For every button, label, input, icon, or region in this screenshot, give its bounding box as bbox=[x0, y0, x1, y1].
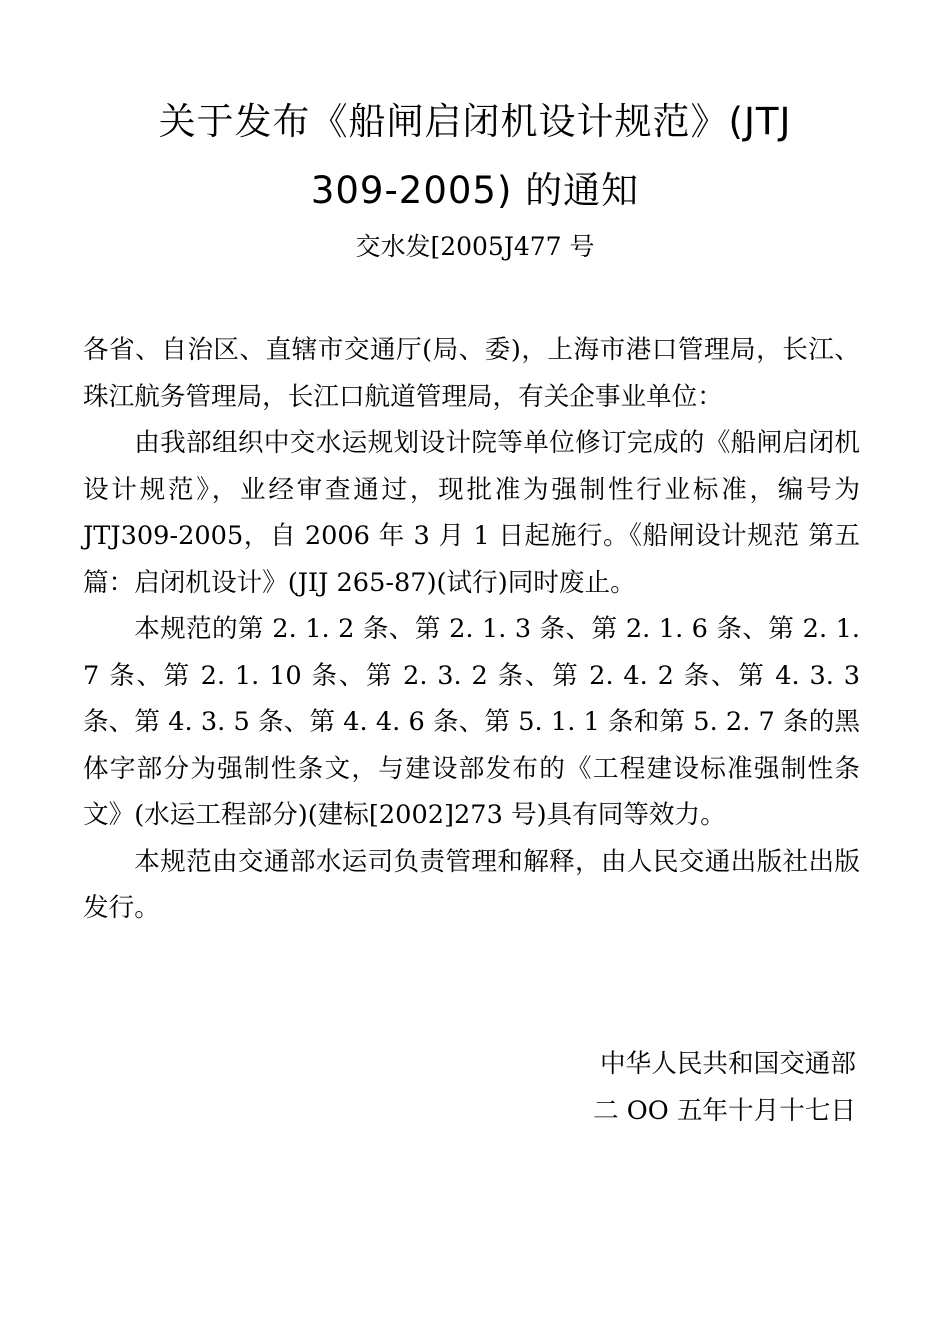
issuer: 中华人民共和国交通部 bbox=[600, 1049, 856, 1079]
body-paragraph-3: 本规范由交通部水运司负责管理和解释，由人民交通出版社出版发行。 bbox=[83, 846, 860, 923]
body-paragraph-1: 由我部组织中交水运规划设计院等单位修订完成的《船闸启闭机设计规范》，业经审查通过，现批准为强制性行业标准，编号为 JTJ309-2005，自 2006 年 3 月 1 日起施行。《船闸设计规范 第五篇：启闭机设计》(JIJ 265-87)(试行)同时废止。 bbox=[83, 428, 860, 598]
body-paragraph-2: 本规范的第 2. 1. 2 条、第 2. 1. 3 条、第 2. 1. 6 条、第 2. 1. 7 条、第 2. 1. 10 条、第 2. 3. 2 条、第 2. 4. 2 条、第 4. 3. 3 条、第 4. 3. 5 条、第 4. 4. 6 条、第 5. 1. 1 条和第 5. 2. 7 条的黑体字部分为强制性条文，与建设部发布的《工程建设标准强制性条文》(水运工程部分)(建标[2002]273 号)具有同等效力。 bbox=[83, 614, 860, 830]
notice-title-line-1: 关于发布《船闸启闭机设计规范》(JTJ bbox=[158, 100, 792, 143]
notice-body bbox=[83, 327, 860, 932]
notice-title-line-2: 309-2005) 的通知 bbox=[310, 169, 640, 212]
document-number: 交水发[2005J477 号 bbox=[355, 232, 595, 261]
addressees: 各省、自治区、直辖市交通厅(局、委)，上海市港口管理局，长江、珠江航务管理局，长江口航道管理局，有关企事业单位： bbox=[83, 335, 860, 412]
signature-block bbox=[496, 1041, 856, 1135]
issue-date: 二 OO 五年十月十七日 bbox=[593, 1096, 856, 1126]
